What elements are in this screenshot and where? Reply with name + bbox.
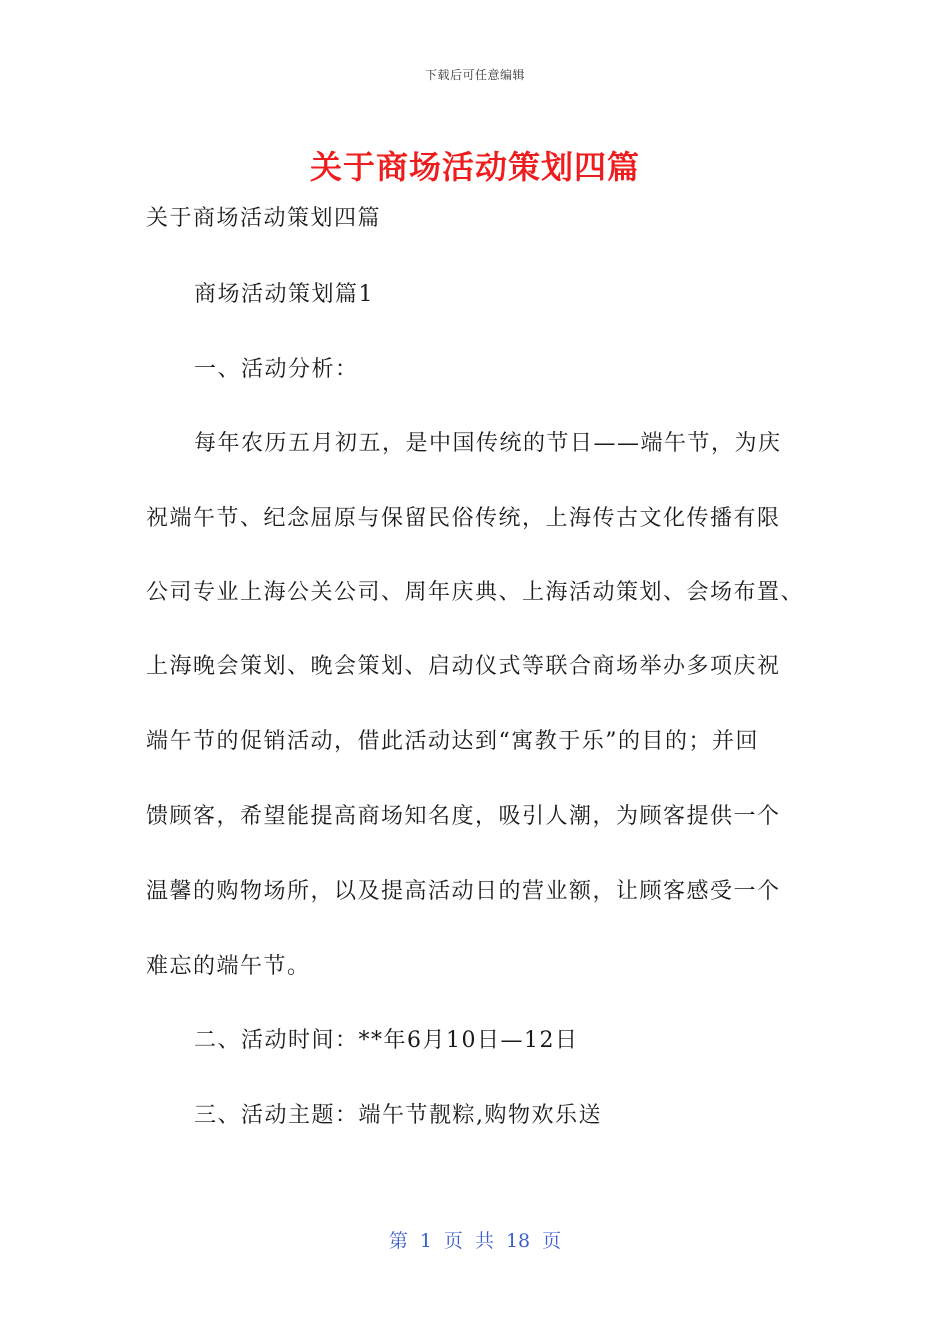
- header-note: 下载后可任意编辑: [424, 68, 525, 82]
- part2-line: 二、活动时间：**年6月10日—12日: [194, 1028, 579, 1053]
- footer-prefix: 第: [388, 1230, 408, 1252]
- footer-middle: 页 共: [443, 1230, 494, 1252]
- page-footer: [0, 1226, 950, 1253]
- paragraph-line: 端午节的促销活动，借此活动达到“寓教于乐”的目的；并回: [146, 729, 759, 754]
- section-heading: 商场活动策划篇1: [194, 282, 374, 307]
- part1-heading: 一、活动分析：: [194, 357, 359, 382]
- paragraph-line: 公司专业上海公关公司、周年庆典、上海活动策划、会场布置、: [146, 580, 805, 605]
- paragraph-line: 祝端午节、纪念屈原与保留民俗传统，上海传古文化传播有限: [146, 506, 781, 531]
- paragraph-line: 难忘的端午节。: [146, 954, 311, 979]
- subtitle: 关于商场活动策划四篇: [146, 206, 382, 231]
- paragraph-line: 上海晚会策划、晚会策划、启动仪式等联合商场举办多项庆祝: [146, 654, 781, 679]
- document-title: 关于商场活动策划四篇: [309, 148, 640, 186]
- footer-suffix: 页: [542, 1230, 562, 1252]
- paragraph-line: 温馨的购物场所，以及提高活动日的营业额，让顾客感受一个: [146, 879, 781, 904]
- paragraph-line: 每年农历五月初五，是中国传统的节日——端午节，为庆: [194, 431, 782, 456]
- footer-total-pages: 18: [505, 1230, 531, 1252]
- footer-current-page: 1: [419, 1230, 432, 1252]
- paragraph-line: 馈顾客，希望能提高商场知名度，吸引人潮，为顾客提供一个: [146, 804, 781, 829]
- part3-line: 三、活动主题：端午节靓粽,购物欢乐送: [194, 1103, 602, 1128]
